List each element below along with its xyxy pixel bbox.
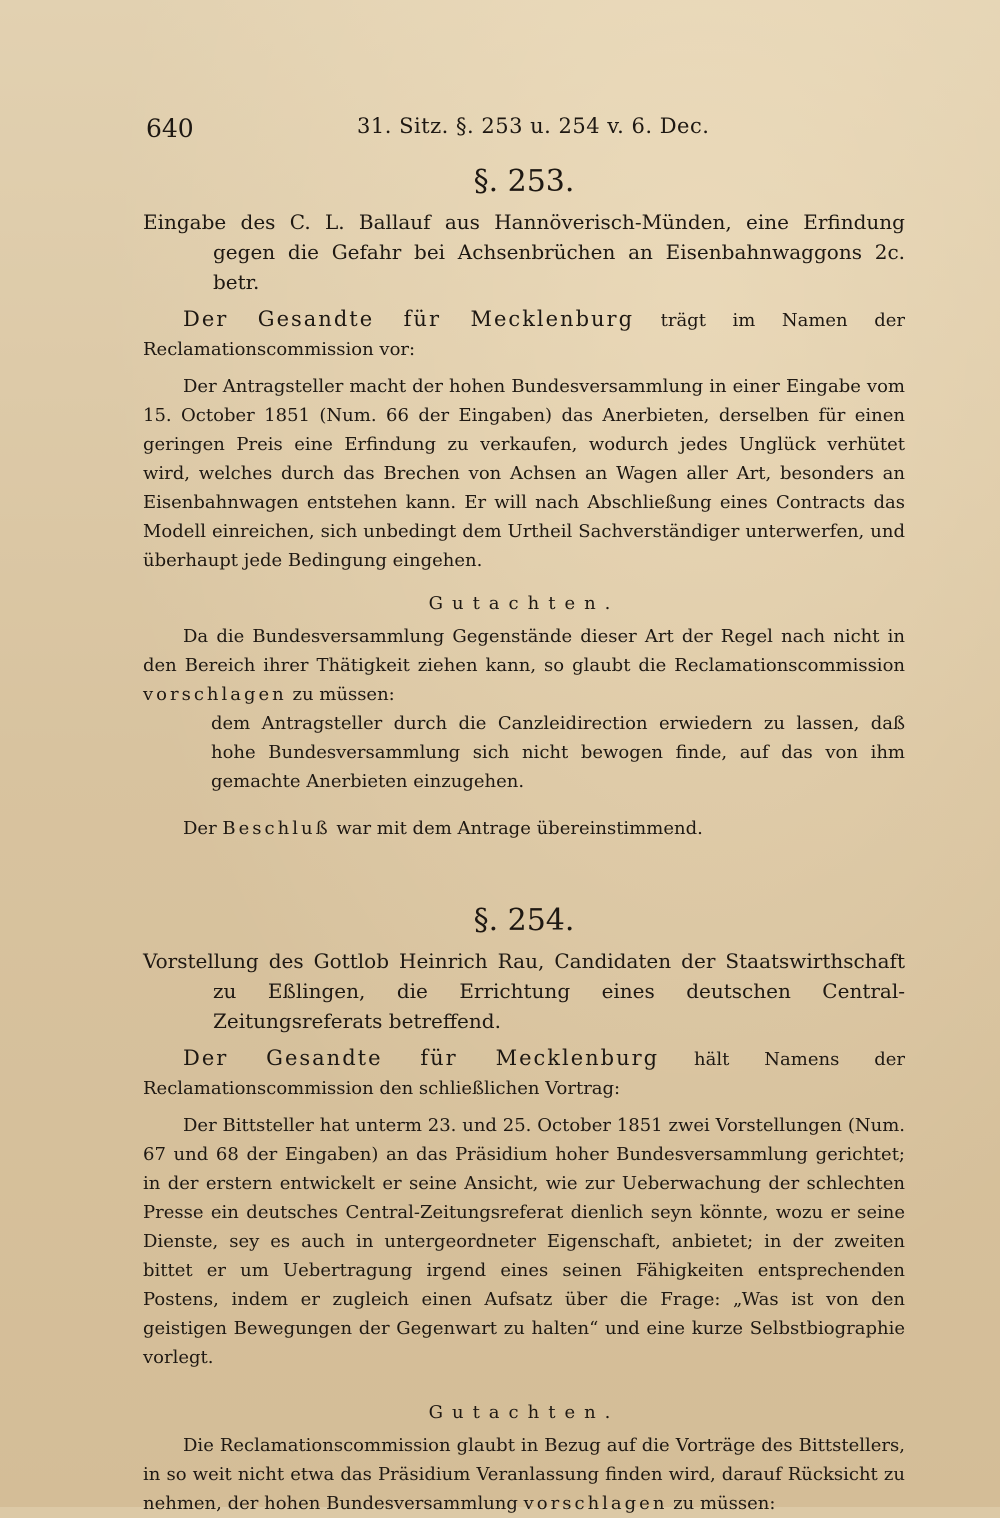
section-253-heading: §. 253. bbox=[473, 164, 575, 199]
section-254-title: Vorstellung des Gottlob Heinrich Rau, Candidaten der Staatswirthschaft zu Eßlingen, die Errichtung eines deutschen Central-Zeitungsreferats betreffend. bbox=[143, 949, 905, 1033]
section-254-opinion-end: zu müssen: bbox=[667, 1493, 776, 1514]
section-254-lead-rest: hält Namens der Reclamationscommission den schließlichen Vortrag: bbox=[143, 1049, 905, 1099]
section-253-lead bbox=[143, 305, 905, 364]
section-253-proposal: dem Antragsteller durch die Canzleidirection erwiedern zu lassen, daß hohe Bundesversammlung sich nicht bewogen finde, auf das von ihm gemachte Anerbieten einzugehen. bbox=[211, 713, 905, 792]
page-header bbox=[143, 108, 905, 148]
page-number: 640 bbox=[146, 114, 194, 143]
section-254-lead bbox=[143, 1044, 905, 1103]
section-253-decision-start: Der bbox=[183, 818, 223, 839]
section-254-heading: §. 254. bbox=[473, 903, 575, 938]
section-253-opinion bbox=[143, 622, 905, 709]
section-253-opinion-end: zu müssen: bbox=[286, 684, 395, 705]
section-253-opinion-spaced: vorschlagen bbox=[143, 684, 287, 705]
running-head: 31. Sitz. §. 253 u. 254 v. 6. Dec. bbox=[357, 114, 710, 138]
section-254-speaker: Der Gesandte für Mecklenburg bbox=[183, 1046, 660, 1070]
section-254-body: Der Bittsteller hat unterm 23. und 25. October 1851 zwei Vorstellungen (Num. 67 und 68 der Eingaben) an das Präsidium hoher Bundesversammlung gerichtet; in der erstern entwickelt er seine Ansicht, wie zur Ueberwachung der schlechten Presse ein deutsches Central-Zeitungsreferat dienlich seyn könnte, wozu er seine Dienste, sey es auch in untergeordneter Eigenschaft, anbietet; in der zweiten bittet er um Uebertragung irgend eines seinen Fähigkeiten entsprechenden Postens, indem er zugleich einen Aufsatz über die Frage: „Was ist von den geistigen Bewegungen der Gegenwart zu halten“ und eine kurze Selbstbiographie vorlegt. bbox=[143, 1115, 905, 1368]
section-253-title: Eingabe des C. L. Ballauf aus Hannöverisch-Münden, eine Erfindung gegen die Gefahr bei Achsenbrüchen an Eisenbahnwaggons 2c. betr. bbox=[143, 210, 905, 294]
section-253-lead-rest: trägt im Namen der Reclamationscommission vor: bbox=[143, 310, 905, 360]
section-253-speaker: Der Gesandte für Mecklenburg bbox=[183, 307, 635, 331]
section-253-decision bbox=[143, 814, 905, 843]
page-content bbox=[143, 108, 905, 1518]
section-254-opinion-text: Die Reclamationscommission glaubt in Bezug auf die Vorträge des Bittstellers, in so weit nicht etwa das Präsidium Veranlassung finden wird, darauf Rücksicht zu nehmen, der hohen Bundesversammlung bbox=[143, 1435, 905, 1514]
section-253-gutachten-heading: Gutachten. bbox=[428, 593, 620, 614]
section-253-decision-spaced: Beschluß bbox=[222, 818, 331, 839]
section-254-opinion-spaced: vorschlagen bbox=[523, 1493, 668, 1514]
section-254-opinion bbox=[143, 1431, 905, 1518]
section-253-opinion-text: Da die Bundesversammlung Gegenstände dieser Art der Regel nach nicht in den Bereich ihrer Thätigkeit ziehen kann, so glaubt die Reclamationscommission bbox=[143, 626, 905, 676]
section-253-decision-end: war mit dem Antrage übereinstimmend. bbox=[330, 818, 703, 839]
section-253-body: Der Antragsteller macht der hohen Bundesversammlung in einer Eingabe vom 15. October 1851 (Num. 66 der Eingaben) das Anerbieten, derselben für einen geringen Preis eine Erfindung zu verkaufen, wodurch jedes Unglück verhütet wird, welches durch das Brechen von Achsen an Wagen aller Art, besonders an Eisenbahnwagen entstehen kann. Er will nach Abschließung eines Contracts das Modell einreichen, sich unbedingt dem Urtheil Sachverständiger unterwerfen, und überhaupt jede Bedingung eingehen. bbox=[143, 376, 905, 571]
section-254-gutachten-heading: Gutachten. bbox=[428, 1402, 620, 1423]
